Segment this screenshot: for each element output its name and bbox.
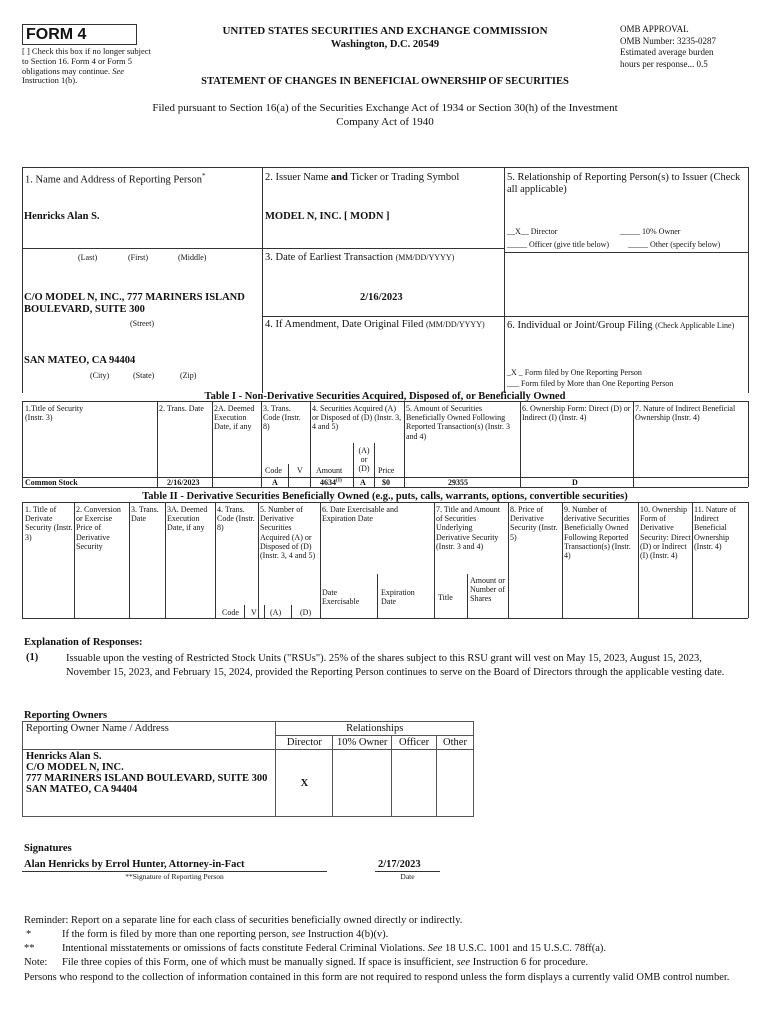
agency-name: UNITED STATES SECURITIES AND EXCHANGE COMMISSION bbox=[222, 25, 548, 37]
form-title: FORM 4 bbox=[26, 26, 87, 43]
t2-sub-exercisable: Date Exercisable bbox=[322, 588, 360, 607]
issuer-name: MODEL N, INC. [ MODN ] bbox=[265, 211, 390, 222]
t1-row-security: Common Stock bbox=[25, 478, 78, 487]
t2-sub-amount: Amount or Number of Shares bbox=[470, 576, 505, 604]
t1-sub-v: V bbox=[297, 466, 303, 475]
footnote-text: Issuable upon the vesting of Restricted Stock Units ("RSUs"). 25% of the shares subject to this RSU grant will vest on May 15, 2023, August 15, 2023, November 15, 2023, and February 15, 2024, provided the Reporting Person continues to serve on the Board of Directors through the applicable vesting date. bbox=[66, 653, 725, 678]
note-text: File three copies of this Form, one of which must be manually signed. If space is insufficient, see Instruction 6 for procedure. bbox=[62, 957, 589, 968]
owners-col-officer: Officer bbox=[392, 736, 437, 750]
t2-col11: 11. Nature of Indirect Beneficial Ownership (Instr. 4) bbox=[694, 505, 737, 551]
form-title-box bbox=[22, 24, 137, 45]
owners-col-director: Director bbox=[276, 736, 333, 750]
t1-sub-price: Price bbox=[378, 466, 395, 475]
reporting-owners-table bbox=[22, 721, 474, 817]
owner10-line: _____ 10% Owner bbox=[620, 227, 681, 236]
label-last: (Last) bbox=[78, 253, 98, 262]
t1-col2a: 2A. Deemed Execution Date, if any bbox=[214, 404, 255, 432]
t1-sub-aord: (A) or (D) bbox=[358, 446, 370, 474]
checkbox-note: [ ] Check this box if no longer subject to Section 16. Form 4 or Form 5 obligations may continue. See Instruction 1(b). bbox=[22, 46, 151, 86]
omb-approval: OMB APPROVAL OMB Number: 3235-0287 Estimated average burden hours per response... 0.5 bbox=[620, 24, 716, 69]
signatures-heading: Signatures bbox=[24, 843, 72, 854]
director-line: __X__ Director bbox=[507, 227, 558, 236]
signer-name: Alan Henricks by Errol Hunter, Attorney-in-Fact bbox=[24, 859, 245, 870]
star1-text: If the form is filed by more than one reporting person, see Instruction 4(b)(v). bbox=[62, 929, 389, 940]
signature-label: **Signature of Reporting Person bbox=[125, 872, 224, 881]
persons-text: Persons who respond to the collection of information contained in this form are not required to respond unless the form displays a currently valid OMB control number. bbox=[24, 972, 730, 983]
t1-row-date: 2/16/2023 bbox=[167, 478, 200, 487]
t2-col7: 7. Title and Amount of Securities Underlying Derivative Security (Instr. 3 and 4) bbox=[436, 505, 501, 551]
label-zip: (Zip) bbox=[180, 371, 197, 380]
t2-sub-a: (A) bbox=[270, 608, 282, 617]
filed-pursuant: Filed pursuant to Section 16(a) of the Securities Exchange Act of 1934 or Section 30(h) of the Investment Company Act of 1940 bbox=[152, 102, 618, 129]
officer-line: _____ Officer (give title below) bbox=[507, 240, 610, 249]
star1-mark: * bbox=[26, 929, 32, 940]
t1-row-aord: A bbox=[360, 478, 366, 487]
t1-col7: 7. Nature of Indirect Beneficial Ownership (Instr. 4) bbox=[635, 404, 736, 423]
owners-col-owner10: 10% Owner bbox=[333, 736, 392, 750]
owners-col-other: Other bbox=[437, 736, 474, 750]
t2-sub-v: V bbox=[251, 608, 257, 617]
t1-row-owned: 29355 bbox=[448, 478, 468, 487]
t2-sub-expiration: Expiration Date bbox=[381, 588, 415, 607]
box6-label: 6. Individual or Joint/Group Filing (Check Applicable Line) bbox=[507, 320, 735, 331]
t1-col2: 2. Trans. Date bbox=[159, 404, 204, 413]
star2-text: Intentional misstatements or omissions of facts constitute Federal Criminal Violations. See 18 U.S.C. 1001 and 15 U.S.C. 78ff(a). bbox=[62, 943, 607, 954]
t1-row-amount: 4634$^{(1)}$ bbox=[320, 478, 342, 487]
note-label: Note: bbox=[24, 957, 48, 968]
t1-col6: 6. Ownership Form: Direct (D) or Indirect (I) (Instr. 4) bbox=[522, 404, 631, 423]
t2-sub-title: Title bbox=[438, 593, 453, 602]
label-city: (City) bbox=[90, 371, 110, 380]
owner-address: Henricks Alan S. C/O MODEL N, INC. 777 MARINERS ISLAND BOULEVARD, SUITE 300 SAN MATEO, CA 94404 bbox=[23, 750, 276, 817]
t2-sub-d: (D) bbox=[300, 608, 312, 617]
statement-title: STATEMENT OF CHANGES IN BENEFICIAL OWNERSHIP OF SECURITIES bbox=[201, 76, 569, 87]
t2-col6: 6. Date Exercisable and Expiration Date bbox=[322, 505, 398, 524]
t2-col2: 2. Conversion or Exercise Price of Derivative Security bbox=[76, 505, 121, 551]
reporting-person-name: Henricks Alan S. bbox=[24, 211, 100, 222]
t1-col3: 3. Trans. Code (Instr. 8) bbox=[263, 404, 301, 432]
t1-col4: 4. Securities Acquired (A) or Disposed of (D) (Instr. 3, 4 and 5) bbox=[312, 404, 402, 432]
t2-col3: 3. Trans. Date bbox=[131, 505, 159, 524]
label-street: (Street) bbox=[130, 319, 154, 328]
label-first: (First) bbox=[128, 253, 148, 262]
table1-title: Table I - Non-Derivative Securities Acquired, Disposed of, or Beneficially Owned bbox=[204, 391, 566, 402]
t2-col9: 9. Number of derivative Securities Beneficially Owned Following Reported Transaction(s) (Instr. 4) bbox=[564, 505, 631, 560]
one-person-line: _X _ Form filed by One Reporting Person bbox=[507, 368, 642, 377]
t1-col1: 1.Title of Security (Instr. 3) bbox=[25, 404, 84, 423]
star2-mark: ** bbox=[24, 943, 35, 954]
t2-col5: 5. Number of Derivative Securities Acquired (A) or Disposed of (D) (Instr. 3, 4 and 5) bbox=[260, 505, 316, 560]
city-state-zip: SAN MATEO, CA 94404 bbox=[24, 355, 136, 366]
t2-col4: 4. Trans. Code (Instr. 8) bbox=[217, 505, 255, 533]
t2-col8: 8. Price of Derivative Security (Instr. 5) bbox=[510, 505, 558, 542]
t2-sub-code: Code bbox=[222, 608, 239, 617]
owners-col-name: Reporting Owner Name / Address bbox=[23, 722, 276, 736]
label-state: (State) bbox=[133, 371, 155, 380]
box1-label: 1. Name and Address of Reporting Person* bbox=[25, 172, 206, 186]
reminder-text: Reminder: Report on a separate line for each class of securities beneficially owned directly or indirectly. bbox=[24, 915, 463, 926]
box3-label: 3. Date of Earliest Transaction (MM/DD/YYYY) bbox=[265, 252, 455, 263]
t1-row-price: $0 bbox=[382, 478, 390, 487]
agency-location: Washington, D.C. 20549 bbox=[330, 39, 440, 50]
t1-row-code: A bbox=[272, 478, 278, 487]
t2-col10: 10. Ownership Form of Derivative Security: Direct (D) or Indirect (I) (Instr. 4) bbox=[640, 505, 691, 560]
box5-label: 5. Relationship of Reporting Person(s) to Issuer (Check all applicable) bbox=[507, 172, 741, 196]
t1-row-form: D bbox=[572, 478, 578, 487]
signature-date: 2/17/2023 bbox=[378, 859, 421, 870]
signature-date-label: Date bbox=[400, 872, 415, 881]
t2-col3a: 3A. Deemed Execution Date, if any bbox=[167, 505, 208, 533]
explanation-heading: Explanation of Responses: bbox=[24, 637, 143, 648]
footnote-label: (1) bbox=[26, 652, 39, 663]
other-line: _____ Other (specify below) bbox=[628, 240, 721, 249]
label-middle: (Middle) bbox=[178, 253, 207, 262]
t1-col5: 5. Amount of Securities Beneficially Owned Following Reported Transaction(s) (Instr. 3 and 4) bbox=[406, 404, 510, 441]
box2-label: 2. Issuer Name and Ticker or Trading Symbol bbox=[265, 172, 460, 183]
more-person-line: ___ Form filed by More than One Reporting Person bbox=[507, 379, 674, 388]
box4-label: 4. If Amendment, Date Original Filed (MM/DD/YYYY) bbox=[265, 319, 485, 330]
owners-heading: Reporting Owners bbox=[24, 710, 108, 721]
owners-col-relationships: Relationships bbox=[276, 722, 474, 736]
t1-sub-code: Code bbox=[265, 466, 282, 475]
earliest-transaction-date: 2/16/2023 bbox=[360, 292, 403, 303]
street-address: C/O MODEL N, INC., 777 MARINERS ISLAND BOULEVARD, SUITE 300 bbox=[24, 292, 245, 316]
owner-director-mark: X bbox=[276, 750, 333, 817]
table2-title: Table II - Derivative Securities Beneficially Owned (e.g., puts, calls, warrants, options, convertible securities) bbox=[142, 491, 628, 502]
t2-col1: 1. Title of Derivate Security (Instr. 3) bbox=[25, 505, 73, 542]
t1-sub-amount: Amount bbox=[316, 466, 343, 475]
